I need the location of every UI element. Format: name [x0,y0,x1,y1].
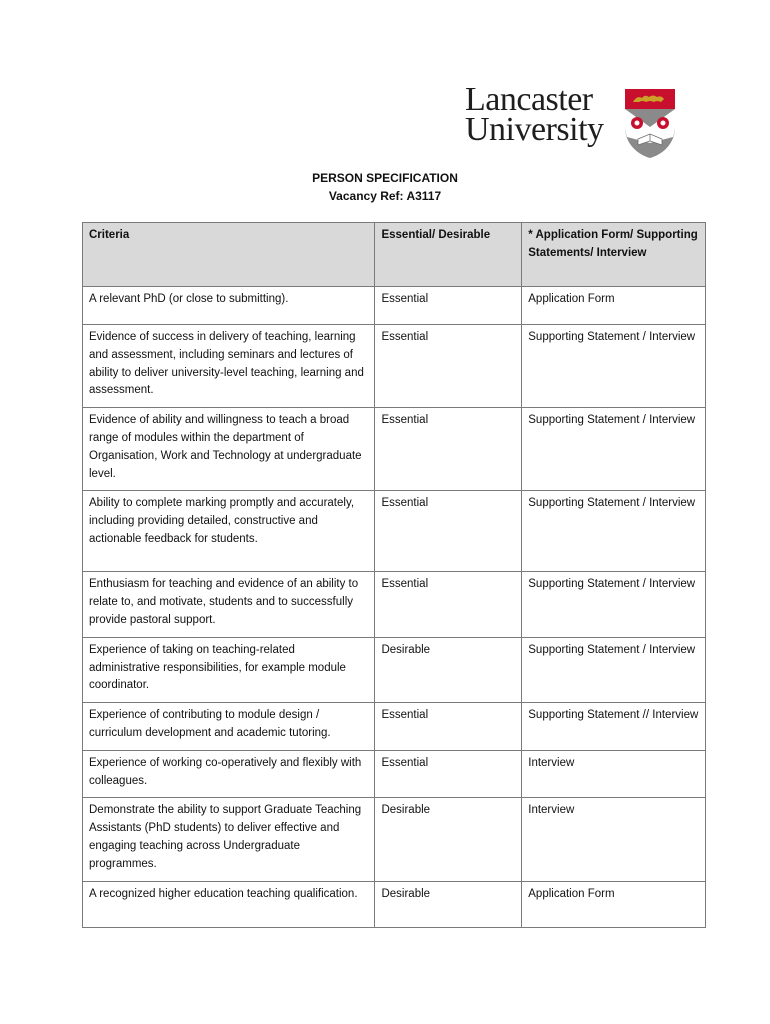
essential-cell: Essential [375,325,522,408]
university-crest-icon [623,87,677,159]
header-criteria: Criteria [83,223,375,287]
logo-line-1: Lancaster [465,81,593,118]
assessment-cell: Application Form [522,287,706,325]
criteria-cell: Evidence of success in delivery of teaching, learning and assessment, including seminars and lectures of ability to deliver university-level teaching, learning and assessment. [83,325,375,408]
essential-cell: Essential [375,408,522,491]
essential-cell: Desirable [375,798,522,881]
assessment-cell: Supporting Statement / Interview [522,637,706,702]
table-row [83,325,706,408]
essential-cell: Essential [375,491,522,572]
essential-cell: Essential [375,572,522,637]
table-header-row [83,223,706,287]
header-assessment: * Application Form/ Supporting Statements/ Interview [522,223,706,287]
table-row [83,408,706,491]
university-logo [465,81,680,165]
assessment-cell: Supporting Statement // Interview [522,703,706,751]
assessment-cell: Interview [522,750,706,798]
criteria-cell: Enthusiasm for teaching and evidence of an ability to relate to, and motivate, students and to successfully provide pastoral support. [83,572,375,637]
header-essential-desirable: Essential/ Desirable [375,223,522,287]
logo-line-2: University [465,111,604,148]
table-row [83,703,706,751]
table-row [83,637,706,702]
assessment-cell: Interview [522,798,706,881]
essential-cell: Essential [375,703,522,751]
assessment-cell: Supporting Statement / Interview [522,408,706,491]
criteria-cell: Evidence of ability and willingness to teach a broad range of modules within the department of Organisation, Work and Technology at undergraduate level. [83,408,375,491]
vacancy-ref: Vacancy Ref: A3117 [328,189,442,203]
page-title: PERSON SPECIFICATION [312,171,458,185]
table-row [83,881,706,927]
assessment-cell: Supporting Statement / Interview [522,491,706,572]
assessment-cell: Supporting Statement / Interview [522,572,706,637]
essential-cell: Essential [375,287,522,325]
logo-wordmark [465,81,625,148]
criteria-cell: Experience of working co-operatively and flexibly with colleagues. [83,750,375,798]
table-row [83,798,706,881]
criteria-cell: Experience of taking on teaching-related administrative responsibilities, for example module coordinator. [83,637,375,702]
essential-cell: Desirable [375,637,522,702]
table-row [83,572,706,637]
essential-cell: Essential [375,750,522,798]
person-spec-table [82,222,706,928]
criteria-cell: A recognized higher education teaching qualification. [83,881,375,927]
table-row [83,750,706,798]
criteria-cell: Ability to complete marking promptly and accurately, including providing detailed, constructive and actionable feedback for students. [83,491,375,572]
criteria-cell: Demonstrate the ability to support Graduate Teaching Assistants (PhD students) to deliver effective and engaging teaching across Undergraduate programmes. [83,798,375,881]
criteria-cell: A relevant PhD (or close to submitting). [83,287,375,325]
essential-cell: Desirable [375,881,522,927]
table-row [83,287,706,325]
assessment-cell: Supporting Statement / Interview [522,325,706,408]
criteria-cell: Experience of contributing to module design / curriculum development and academic tutoring. [83,703,375,751]
assessment-cell: Application Form [522,881,706,927]
table-row [83,491,706,572]
